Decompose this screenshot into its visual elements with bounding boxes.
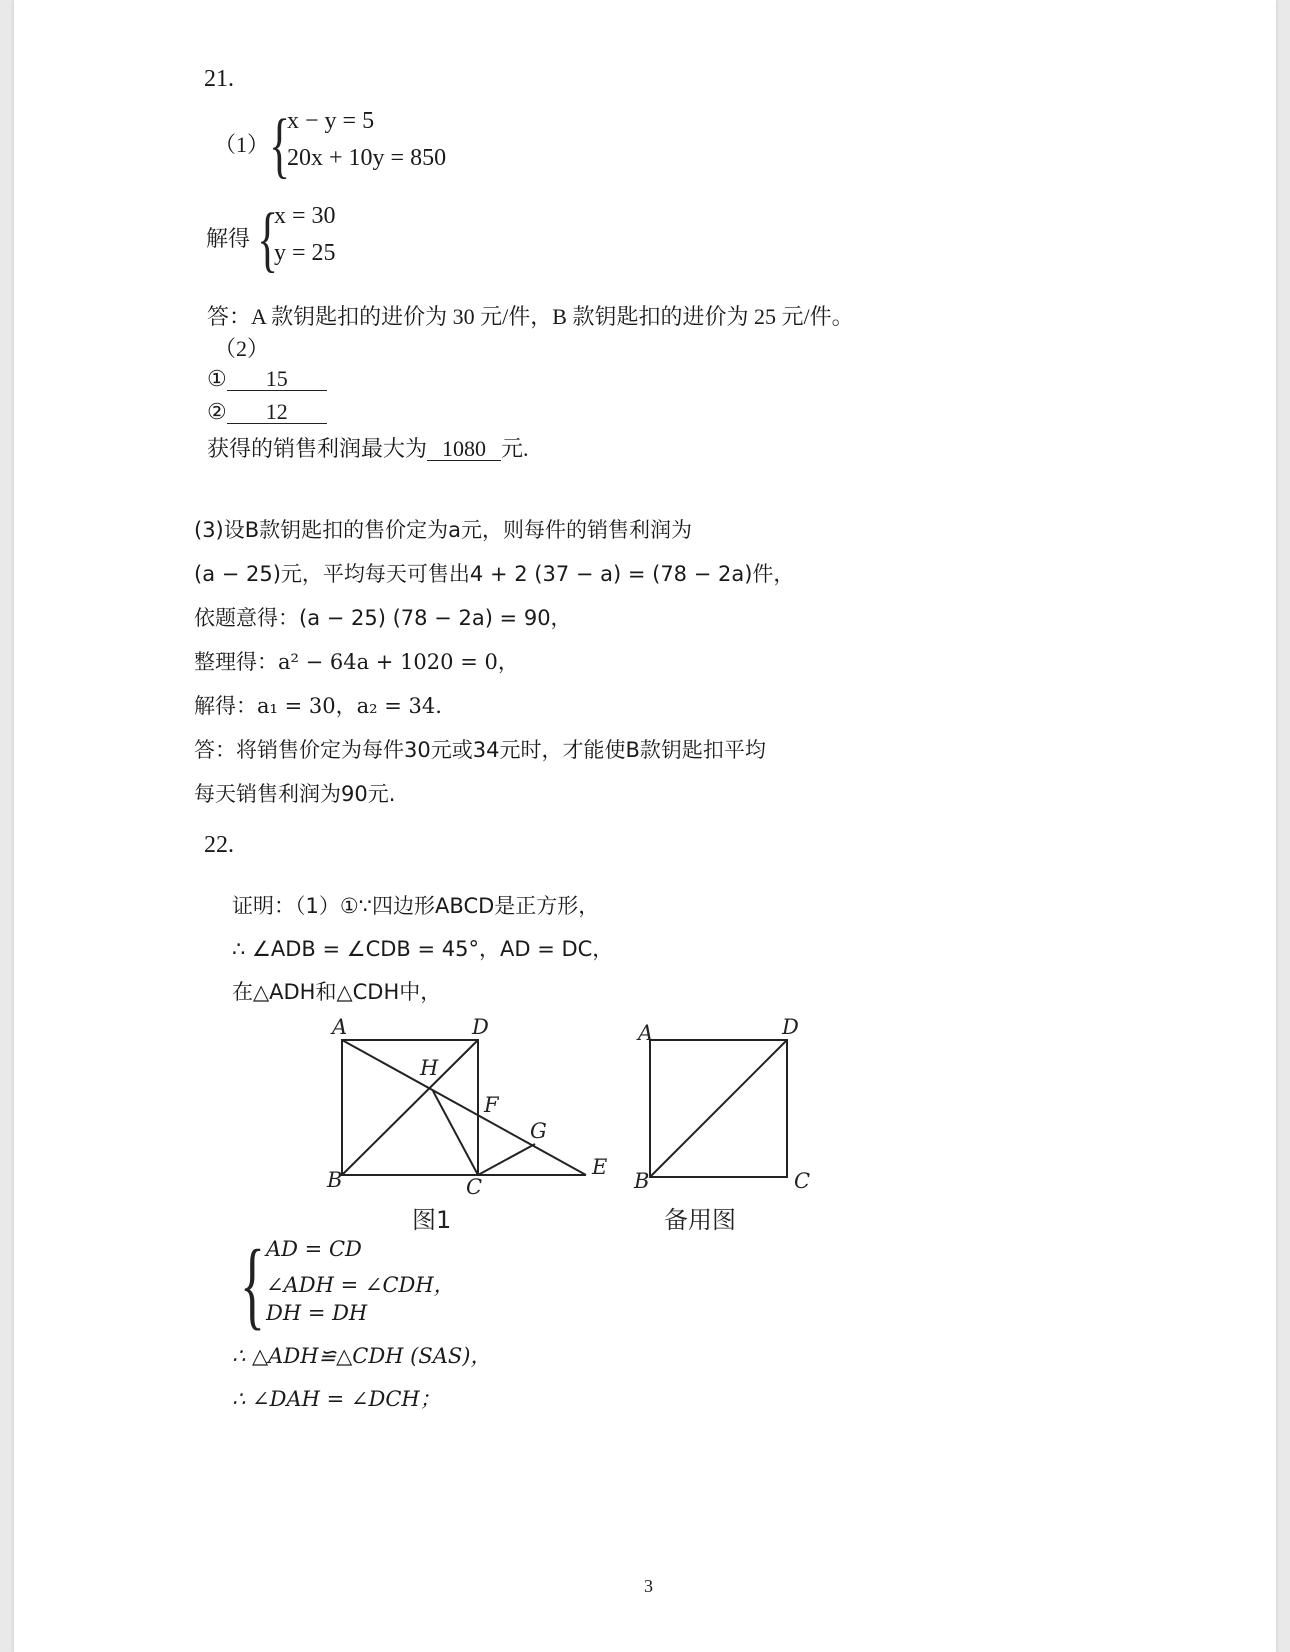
condition-2: ∠ADH = ∠CDH， bbox=[266, 1273, 455, 1297]
fig1-label-A: A bbox=[332, 1015, 348, 1039]
fig1-label-D: D bbox=[472, 1015, 489, 1039]
solve-label: 解得 bbox=[206, 226, 251, 251]
fig1-label-F: F bbox=[484, 1093, 499, 1117]
blank-2-value: 12 bbox=[227, 400, 327, 424]
part3-line-4-math: a² − 64a + 1020 = 0， bbox=[278, 650, 519, 674]
blank-2-mark: ② bbox=[207, 399, 227, 424]
page-number: 3 bbox=[644, 1576, 653, 1596]
fig1-label-H: H bbox=[420, 1056, 439, 1080]
part3-line-4-prefix: 整理得： bbox=[194, 650, 278, 674]
max-profit-prefix: 获得的销售利润最大为 bbox=[207, 436, 428, 461]
proof-line-2: ∴ ∠ADB = ∠CDB = 45°，AD = DC， bbox=[232, 937, 614, 961]
part3-line-1: (3)设B款钥匙扣的售价定为a元，则每件的销售利润为 bbox=[194, 518, 693, 542]
document-page bbox=[14, 0, 1276, 1652]
fig2-label-D: D bbox=[782, 1015, 799, 1039]
max-profit-value: 1080 bbox=[427, 437, 501, 461]
fig1-label-G: G bbox=[530, 1119, 547, 1143]
fig2-label-B: B bbox=[634, 1169, 650, 1193]
system-equation-2: 20x + 10y = 850 bbox=[287, 145, 447, 171]
fig1-label-E: E bbox=[592, 1155, 608, 1179]
condition-3: DH = DH bbox=[266, 1301, 368, 1325]
fig2-label-A: A bbox=[638, 1021, 654, 1045]
geometry-figures bbox=[14, 0, 1276, 1652]
fig2-caption: 备用图 bbox=[664, 1206, 736, 1234]
solution-y: y = 25 bbox=[274, 240, 336, 266]
solution-brace: { bbox=[257, 198, 279, 280]
fig1-line-CG bbox=[478, 1144, 535, 1175]
question-number-21: 21. bbox=[204, 66, 234, 92]
part3-line-2: (a − 25)元，平均每天可售出4 + 2 (37 − a) = (78 − 2a)件， bbox=[194, 562, 795, 586]
part3-line-5-prefix: 解得： bbox=[194, 694, 257, 718]
fig2-label-C: C bbox=[794, 1169, 811, 1193]
part3-line-6: 答：将销售价定为每件30元或34元时，才能使B款钥匙扣平均 bbox=[194, 738, 766, 762]
fig1-caption: 图1 bbox=[412, 1206, 452, 1234]
part1-label: （1） bbox=[214, 132, 270, 157]
max-profit-suffix: 元. bbox=[501, 436, 529, 461]
conclusion-1: ∴ △ADH≌△CDH (SAS)， bbox=[232, 1344, 492, 1368]
figure-1 bbox=[342, 1040, 586, 1175]
system-brace: { bbox=[269, 104, 291, 186]
solution-x: x = 30 bbox=[274, 203, 336, 229]
fig1-diagonal-BD bbox=[342, 1040, 478, 1175]
blank-1-value: 15 bbox=[227, 367, 327, 391]
fig1-label-B: B bbox=[327, 1168, 343, 1192]
fig1-label-C: C bbox=[466, 1175, 483, 1199]
question-number-22: 22. bbox=[204, 832, 234, 858]
fig2-diagonal-BD bbox=[650, 1040, 787, 1177]
figure-2 bbox=[650, 1040, 787, 1177]
system-equation-1: x − y = 5 bbox=[287, 108, 375, 134]
condition-1: AD = CD bbox=[266, 1237, 362, 1261]
part2-label: （2） bbox=[214, 336, 270, 361]
part3-line-7: 每天销售利润为90元. bbox=[194, 782, 396, 806]
conclusion-2: ∴ ∠DAH = ∠DCH； bbox=[232, 1387, 441, 1411]
conditions-brace: { bbox=[240, 1231, 265, 1341]
fig1-line-AE bbox=[342, 1040, 586, 1175]
part3-line-3: 依题意得：(a − 25) (78 − 2a) = 90， bbox=[194, 606, 572, 630]
part3-line-5-math: a₁ = 30，a₂ = 34. bbox=[257, 694, 442, 718]
proof-line-1: 证明：（1）①∵四边形ABCD是正方形， bbox=[232, 894, 600, 918]
answer-1: 答：A 款钥匙扣的进价为 30 元/件，B 款钥匙扣的进价为 25 元/件。 bbox=[207, 304, 854, 329]
blank-1-mark: ① bbox=[207, 366, 227, 391]
proof-line-3: 在△ADH和△CDH中， bbox=[232, 980, 442, 1004]
